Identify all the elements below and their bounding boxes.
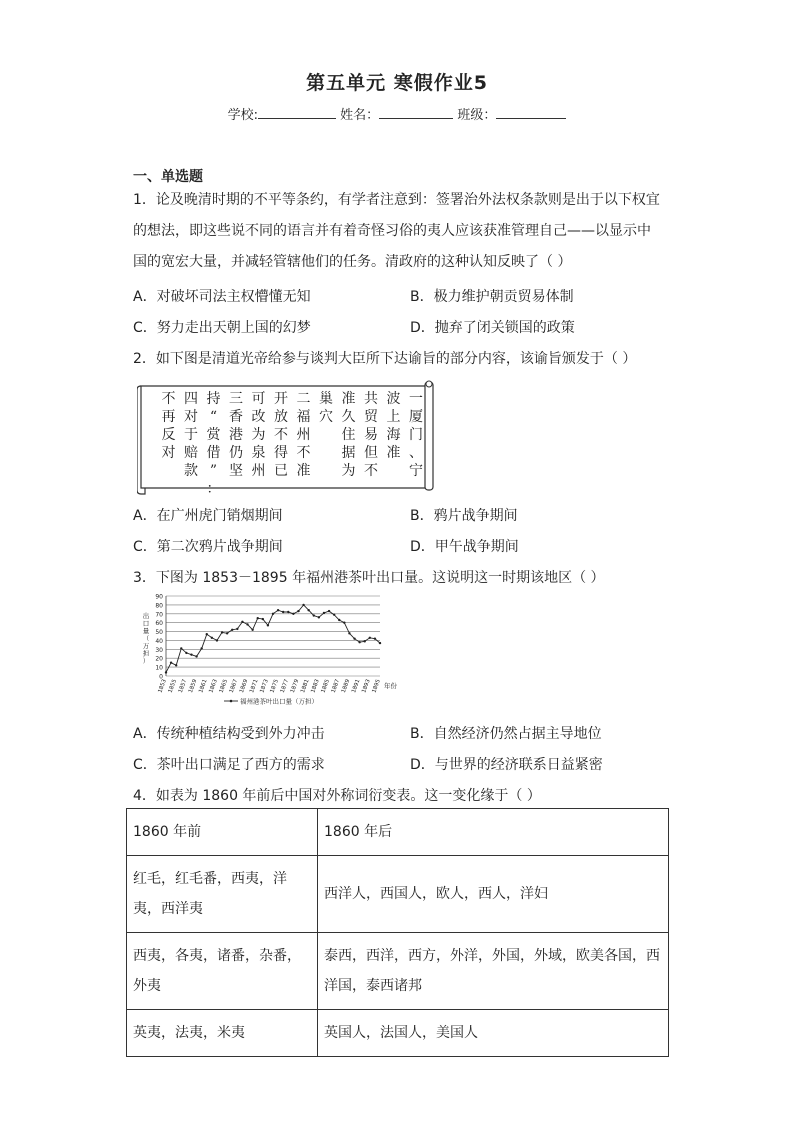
- edict-column: 持 “ 赏 借 ” ：: [206, 391, 221, 497]
- table-cell: 泰西，西洋，西方，外洋，外国，外域，欧美各国，西洋国，泰西诸邦: [318, 933, 669, 1010]
- data-point: [185, 652, 187, 654]
- x-tick-label: 1867: [228, 678, 240, 694]
- x-tick-label: 1855: [167, 678, 179, 694]
- q2-option-d[interactable]: D．甲午战争期间: [410, 539, 519, 555]
- table-cell: 红毛，红毛番，西夷，洋夷，西洋夷: [127, 856, 318, 933]
- data-point: [358, 641, 360, 643]
- x-tick-label: 1893: [361, 678, 372, 694]
- series-line: [166, 605, 380, 673]
- edict-column: 不 再 反 对: [161, 391, 176, 461]
- data-point: [369, 637, 371, 639]
- data-point: [343, 621, 345, 623]
- table-cell: 英夷，法夷，米夷: [127, 1010, 318, 1057]
- q1-line: 国的宽宏大量，并减轻管辖他们的任务。清政府的这种认知反映了（ ）: [133, 254, 572, 270]
- table-row: [127, 933, 669, 1010]
- y-axis-label: 万: [142, 642, 150, 650]
- q1-line: 1．论及晚清时期的不平等条约，有学者注意到：签署治外法权条款则是出于以下权宜: [133, 192, 660, 208]
- y-tick-label: 30: [155, 646, 163, 654]
- question-3-stem: 3．下图为 1853－1895 年福州港茶叶出口量。这说明这一时期该地区（ ）: [133, 570, 605, 586]
- data-point: [379, 642, 381, 644]
- edict-column: 开 放 不 得 已: [274, 391, 288, 479]
- edict-column: 波 上 海 准: [386, 391, 401, 461]
- x-tick-label: 1879: [289, 678, 301, 694]
- y-tick-label: 80: [155, 602, 163, 610]
- x-tick-label: 1869: [238, 678, 250, 694]
- edict-column: 二 福 州 不 准: [296, 391, 311, 479]
- data-point: [282, 611, 284, 613]
- question-2-stem: 2．如下图是清道光帝给参与谈判大臣所下达谕旨的部分内容，该谕旨颁发于（ ）: [133, 351, 637, 367]
- data-point: [292, 613, 294, 615]
- table-header-cell: 1860 年后: [318, 809, 669, 856]
- table-cell: 西夷，各夷，诸番，杂番，外夷: [127, 933, 318, 1010]
- student-info-line: [0, 104, 794, 123]
- q2-option-c[interactable]: C．第二次鸦片战争期间: [133, 539, 283, 555]
- school-label: 学校:: [227, 108, 259, 123]
- q3-option-d[interactable]: D．与世界的经济联系日益紧密: [410, 757, 603, 773]
- data-point: [221, 631, 223, 633]
- y-axis-label: ）: [142, 657, 150, 665]
- q1-option-b[interactable]: B．极力维护朝贡贸易体制: [410, 289, 574, 305]
- x-tick-label: 1895: [371, 678, 382, 694]
- data-point: [226, 632, 228, 634]
- data-point: [297, 610, 299, 612]
- table-row: [127, 856, 669, 933]
- school-field[interactable]: [258, 106, 336, 119]
- edict-scroll-image: [137, 380, 433, 497]
- edict-column: 四 对 于 赔 款: [184, 391, 198, 479]
- x-tick-label: 1887: [330, 678, 342, 694]
- edict-column: 准 久 住 据 为: [341, 391, 356, 479]
- data-point: [287, 611, 289, 613]
- y-axis-label: 出: [142, 612, 150, 620]
- x-tick-label: 1889: [340, 678, 352, 694]
- table-header-cell: 1860 年前: [127, 809, 318, 856]
- data-point: [328, 610, 330, 612]
- data-point: [323, 612, 325, 614]
- class-label: 班级：: [457, 108, 497, 123]
- legend-marker: [230, 700, 233, 703]
- data-point: [267, 624, 269, 626]
- q1-option-c[interactable]: C．努力走出天朝上国的幻梦: [133, 320, 311, 336]
- edict-column: 可 改 为 泉 州: [251, 391, 266, 479]
- data-point: [241, 621, 243, 623]
- edict-column: 共 贸 易 但 不: [364, 391, 378, 479]
- x-tick-label: 1871: [249, 678, 260, 694]
- data-point: [364, 640, 366, 642]
- y-tick-label: 60: [155, 620, 163, 628]
- q1-line: 的想法，即这些说不同的语言并有着奇怪习俗的夷人应该获准管理自己——以显示中: [133, 223, 651, 239]
- question-1-stem: [133, 185, 673, 278]
- data-point: [313, 614, 315, 616]
- data-point: [206, 633, 208, 635]
- edict-column: 巢 穴: [319, 391, 333, 425]
- data-point: [190, 653, 192, 655]
- data-point: [277, 609, 279, 611]
- x-tick-label: 1853: [157, 678, 168, 694]
- x-tick-label: 1885: [320, 678, 331, 694]
- name-label: 姓名：: [340, 108, 380, 123]
- data-point: [170, 661, 172, 663]
- table-row: [127, 1010, 669, 1057]
- table-header-row: [127, 809, 669, 856]
- q3-option-b[interactable]: B．自然经济仍然占据主导地位: [410, 726, 602, 742]
- data-point: [180, 647, 182, 649]
- q3-option-c[interactable]: C．茶叶出口满足了西方的需求: [133, 757, 325, 773]
- data-point: [165, 671, 167, 673]
- data-point: [195, 655, 197, 657]
- q2-option-a[interactable]: A．在广州虎门销烟期间: [133, 508, 283, 524]
- y-tick-label: 0: [159, 673, 163, 681]
- data-point: [272, 613, 274, 615]
- edict-column: 三 香 港 仍 坚: [229, 391, 243, 479]
- q3-option-a[interactable]: A．传统种植结构受到外力冲击: [133, 726, 325, 742]
- x-tick-label: 1861: [198, 678, 209, 694]
- q1-option-a[interactable]: A．对破坏司法主权懵懂无知: [133, 289, 311, 305]
- table-cell: 西洋人，西国人，欧人，西人，洋妇: [318, 856, 669, 933]
- name-field[interactable]: [379, 106, 453, 119]
- x-axis-label: 年份: [384, 682, 397, 690]
- q1-option-d[interactable]: D．抛弃了闭关锁国的政策: [410, 320, 575, 336]
- q2-option-b[interactable]: B．鸦片战争期间: [410, 508, 518, 524]
- table-cell: 英国人，法国人，美国人: [318, 1010, 669, 1057]
- edict-column: 一 厦 门 、 宁: [409, 391, 423, 479]
- data-point: [338, 619, 340, 621]
- data-point: [348, 632, 350, 634]
- data-point: [262, 618, 264, 620]
- y-tick-label: 90: [155, 593, 163, 601]
- y-tick-label: 10: [155, 664, 163, 672]
- y-axis-label: 担: [142, 649, 150, 658]
- y-axis-label: （: [142, 634, 150, 643]
- data-point: [246, 623, 248, 625]
- data-point: [307, 609, 309, 611]
- x-tick-label: 1863: [208, 678, 219, 694]
- data-point: [200, 647, 202, 649]
- y-tick-label: 70: [155, 611, 163, 619]
- x-tick-label: 1883: [310, 678, 321, 694]
- x-tick-label: 1857: [177, 678, 189, 694]
- data-point: [175, 664, 177, 666]
- x-tick-label: 1859: [188, 678, 199, 694]
- y-axis-label: 口: [142, 619, 150, 628]
- data-point: [236, 628, 238, 630]
- class-field[interactable]: [496, 106, 566, 119]
- chart-svg: [140, 590, 410, 715]
- x-tick-label: 1877: [279, 678, 291, 694]
- x-tick-label: 1881: [300, 678, 311, 694]
- data-point: [374, 637, 376, 639]
- data-point: [333, 613, 335, 615]
- page-title: 第五单元 寒假作业5: [306, 72, 488, 94]
- y-tick-label: 50: [155, 629, 163, 637]
- y-tick-label: 20: [155, 655, 163, 663]
- tea-export-chart: [140, 590, 410, 719]
- section-title: 一、单选题: [133, 169, 203, 185]
- data-point: [231, 629, 233, 631]
- x-tick-label: 1865: [218, 678, 230, 694]
- data-point: [318, 616, 320, 618]
- legend-label: 福州港茶叶出口量（万担）: [240, 697, 318, 706]
- x-tick-label: 1873: [259, 678, 270, 694]
- data-point: [211, 637, 213, 639]
- x-tick-label: 1875: [269, 678, 280, 694]
- data-point: [353, 637, 355, 639]
- data-point: [216, 639, 218, 641]
- question-4-stem: 4．如表为 1860 年前后中国对外称词衍变表。这一变化缘于（ ）: [133, 788, 541, 804]
- y-tick-label: 40: [155, 637, 163, 645]
- terms-table: [126, 808, 669, 1057]
- x-tick-label: 1891: [351, 678, 362, 694]
- data-point: [251, 629, 253, 631]
- y-axis-label: 量: [142, 627, 150, 635]
- data-point: [302, 604, 304, 606]
- data-point: [257, 617, 259, 619]
